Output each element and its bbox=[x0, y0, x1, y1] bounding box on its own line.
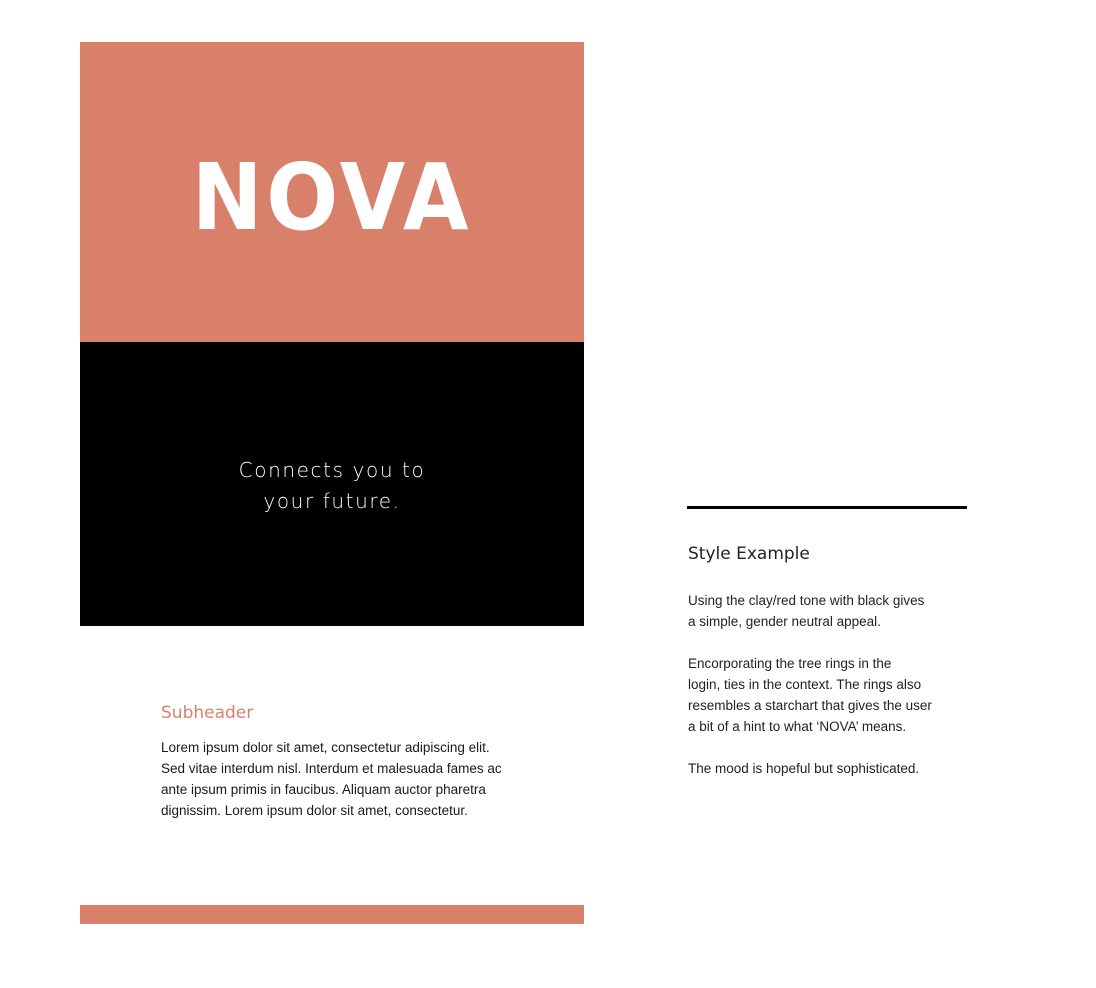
body-line: dignissim. Lorem ipsum dolor sit amet, consectetur. bbox=[161, 803, 468, 818]
notes-paragraph-3 bbox=[688, 758, 948, 779]
body-line: Lorem ipsum dolor sit amet, consectetur adipiscing elit. bbox=[161, 740, 490, 755]
notes-line: login, ties in the context. The rings also bbox=[688, 677, 922, 692]
body-paragraph bbox=[161, 737, 521, 821]
notes-paragraph-1 bbox=[688, 590, 948, 632]
nova-logo: NOVA bbox=[191, 144, 473, 251]
tagline bbox=[80, 455, 584, 517]
body-line: Sed vitae interdum nisl. Interdum et malesuada fames ac bbox=[161, 761, 502, 776]
style-notes bbox=[688, 590, 948, 800]
notes-line: The mood is hopeful but sophisticated. bbox=[688, 761, 920, 776]
notes-line: a bit of a hint to what ‘NOVA’ means. bbox=[688, 719, 907, 734]
notes-line: resembles a starchart that gives the user bbox=[688, 698, 932, 713]
footer-accent-bar bbox=[80, 905, 584, 924]
notes-line: Using the clay/red tone with black gives bbox=[688, 593, 925, 608]
hero-brand-block bbox=[80, 42, 584, 342]
tagline-line-2: your future. bbox=[263, 489, 401, 513]
style-example-title: Style Example bbox=[688, 544, 810, 564]
body-line: ante ipsum primis in faucibus. Aliquam auctor pharetra bbox=[161, 782, 486, 797]
section-divider bbox=[687, 506, 967, 509]
notes-paragraph-2 bbox=[688, 653, 948, 737]
notes-line: a simple, gender neutral appeal. bbox=[688, 614, 881, 629]
notes-line: Encorporating the tree rings in the bbox=[688, 656, 892, 671]
tagline-line-1: Connects you to bbox=[238, 458, 426, 482]
hero-tagline-block bbox=[80, 342, 584, 626]
subheader: Subheader bbox=[161, 703, 254, 723]
